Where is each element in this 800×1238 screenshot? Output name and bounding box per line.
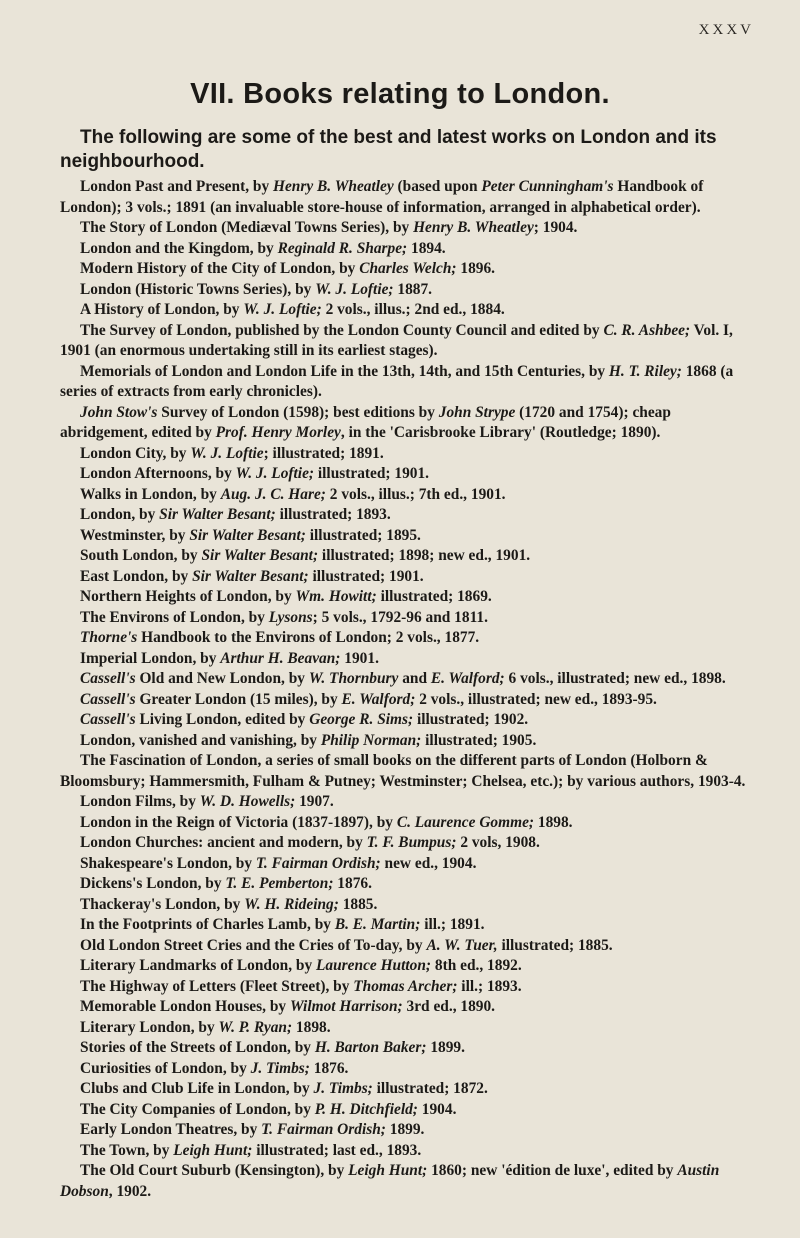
entry-author-or-title-italic: B. E. Martin; (334, 916, 421, 933)
entry-text: London Films, by (80, 793, 200, 810)
bibliography-entry (60, 669, 760, 690)
entry-text: illustrated; 1872. (372, 1080, 488, 1097)
entry-text: London (Historic Towns Series), by (80, 280, 316, 298)
bibliography-entry (60, 567, 760, 588)
bibliography-entry (60, 895, 760, 916)
entry-text: Living London, edited by (135, 711, 310, 728)
entry-text: 1885. (338, 895, 378, 913)
bibliography-entry (60, 526, 760, 547)
entry-text: 1907. (295, 793, 334, 810)
entry-text: 2 vols, 1908. (456, 834, 540, 851)
bibliography-entry (60, 587, 760, 608)
entry-author-or-title-italic: P. H. Ditchfield; (314, 1100, 418, 1118)
bibliography-entry (60, 546, 760, 567)
entry-text: 1894. (407, 239, 446, 257)
entry-author-or-title-italic: C. Laurence Gomme; (396, 813, 535, 831)
entry-text: 8th ed., 1892. (431, 957, 522, 974)
page-number: XXXV (698, 22, 754, 38)
entry-text: Vol. I, 1901 (an enormous undertaking still in its earliest stages). (60, 321, 733, 359)
entry-author-or-title-italic: A. W. Tuer, (426, 936, 498, 954)
entry-author-or-title-italic: T. Fairman Ordish; (261, 1121, 386, 1138)
entry-text: Walks in London, by (80, 485, 221, 503)
bibliography-entry (60, 1120, 760, 1141)
entry-text: In the Footprints of Charles Lamb, by (80, 916, 335, 933)
entry-author-or-title-italic: W. J. Loftie; (243, 301, 322, 318)
entry-text: Old London Street Cries and the Cries of To-day, by (80, 936, 427, 954)
entry-text: Old and New London, by (135, 670, 309, 687)
entry-text: illustrated; 1895. (305, 526, 421, 544)
entry-text: Dickens's London, by (80, 875, 226, 892)
entry-text: Northern Heights of London, by (80, 588, 296, 605)
entry-author-or-title-italic: Henry B. Wheatley (413, 219, 534, 236)
bibliography-entry (60, 485, 760, 506)
entry-author-or-title-italic: W. Thornbury (308, 670, 399, 687)
bibliography-entry (60, 1161, 760, 1202)
entry-text: Literary London, by (80, 1018, 219, 1036)
entry-text: 1898. (534, 813, 573, 831)
bibliography-entry (60, 710, 760, 731)
entry-text: Imperial London, by (80, 649, 221, 667)
entry-text: illustrated; 1898; new ed., 1901. (318, 547, 531, 564)
entry-author-or-title-italic: Cassell's (80, 690, 136, 708)
bibliography-entry (60, 239, 760, 260)
bibliography-entry (60, 177, 760, 218)
entry-text: South London, by (80, 547, 202, 564)
entry-author-or-title-italic: Peter Cunningham's (481, 178, 614, 195)
entry-text: The Environs of London, by (80, 608, 269, 626)
entry-author-or-title-italic: W. J. Loftie; (315, 280, 394, 298)
entry-author-or-title-italic: Henry B. Wheatley (273, 178, 394, 195)
entry-author-or-title-italic: Austin Dobson (60, 1162, 720, 1200)
bibliography-entry (60, 915, 760, 936)
entry-text: 1899. (385, 1121, 425, 1138)
bibliography-entry (60, 403, 760, 444)
entry-text: 1904. (417, 1100, 457, 1118)
entry-text: 1887. (393, 280, 433, 298)
entry-text: illustrated; 1885. (497, 936, 613, 954)
bibliography-entry (60, 956, 760, 977)
entry-author-or-title-italic: H. T. Riley; (608, 362, 682, 380)
bibliography-entry (60, 751, 760, 792)
entry-text: 1876. (309, 1059, 349, 1077)
entry-author-or-title-italic: Wilmot Harrison; (289, 998, 403, 1015)
entry-author-or-title-italic: Thorne's (80, 629, 138, 646)
entry-text: illustrated; 1901. (314, 465, 430, 482)
entry-text: London and the Kingdom, by (80, 239, 278, 257)
entry-text: ill.; 1891. (420, 916, 485, 933)
entry-author-or-title-italic: E. Walford; (341, 690, 416, 708)
entry-text: 2 vols., illustrated; new ed., 1893-95. (415, 690, 657, 708)
entry-text: Curiosities of London, by (80, 1059, 251, 1077)
bibliography-entry (60, 997, 760, 1018)
bibliography-entry (60, 505, 760, 526)
entry-text: illustrated; 1901. (308, 567, 424, 585)
entry-text: illustrated; 1869. (376, 588, 492, 605)
bibliography-entry (60, 792, 760, 813)
entry-text: Greater London (15 miles), by (135, 690, 342, 708)
entry-author-or-title-italic: H. Barton Baker; (314, 1039, 427, 1056)
entry-text: East London, by (80, 567, 193, 585)
entry-author-or-title-italic: Arthur H. Beavan; (220, 649, 341, 667)
entry-text: , 1902. (108, 1182, 152, 1200)
bibliography-entry (60, 1059, 760, 1080)
entry-text: The Fascination of London, a series of small books on the different parts of London (Holborn & Bloomsbury; Hammersmith, Fulham & Putney; Westminster; Chelsea, etc.); by various authors, 1903-4. (60, 752, 746, 790)
entry-text: 2 vols., illus.; 7th ed., 1901. (325, 485, 506, 503)
entry-author-or-title-italic: Cassell's (80, 670, 136, 687)
bibliography-entry (60, 1141, 760, 1162)
entry-text: illustrated; last ed., 1893. (252, 1141, 422, 1159)
bibliography-entry (60, 280, 760, 301)
entry-author-or-title-italic: Leigh Hunt; (173, 1141, 253, 1159)
entry-text: 6 vols., illustrated; new ed., 1898. (504, 670, 726, 687)
entry-text: and (398, 670, 431, 687)
entry-text: Stories of the Streets of London, by (80, 1039, 315, 1056)
bibliography-entry (60, 628, 760, 649)
entry-author-or-title-italic: W. P. Ryan; (218, 1018, 293, 1036)
entry-author-or-title-italic: W. J. Loftie (190, 444, 264, 462)
bibliography-entry (60, 731, 760, 752)
bibliography-entry (60, 649, 760, 670)
entry-author-or-title-italic: T. E. Pemberton; (225, 875, 334, 892)
entry-text: Westminster, by (80, 526, 190, 544)
bibliography-entry (60, 362, 760, 403)
intro-paragraph: The following are some of the best and latest works on London and its neighbourhood. (60, 127, 717, 172)
entry-text: London, by (80, 506, 160, 523)
entry-text: Modern History of the City of London, by (80, 260, 360, 277)
entry-author-or-title-italic: Leigh Hunt; (348, 1162, 428, 1179)
entry-text: ; illustrated; 1891. (263, 444, 384, 462)
entry-text: London Past and Present, by (80, 178, 273, 195)
entry-author-or-title-italic: George R. Sims; (309, 711, 414, 728)
section-heading: VII. Books relating to London. (190, 78, 610, 110)
bibliography-entry (60, 833, 760, 854)
entry-text: 3rd ed., 1890. (402, 998, 496, 1015)
entry-author-or-title-italic: Sir Walter Besant; (201, 547, 319, 564)
entry-author-or-title-italic: Sir Walter Besant; (159, 506, 276, 523)
entry-text: London in the Reign of Victoria (1837-1897), by (80, 813, 397, 831)
entry-text: Thackeray's London, by (80, 895, 245, 913)
entry-text: Survey of London (1598); best editions by (157, 403, 439, 421)
entry-text: 1860; new 'édition de luxe', edited by (427, 1162, 678, 1179)
entry-author-or-title-italic: Charles Welch; (359, 260, 457, 277)
entry-author-or-title-italic: C. R. Ashbee; (603, 321, 691, 339)
entry-author-or-title-italic: T. Fairman Ordish; (255, 854, 381, 872)
entry-text: ; 1904. (533, 219, 578, 236)
entry-author-or-title-italic: John Stow's (80, 403, 158, 421)
entry-text: 1876. (333, 875, 372, 892)
entry-text: , in the 'Carisbrooke Library' (Routledge; 1890). (340, 424, 661, 441)
bibliography-entry (60, 1018, 760, 1039)
entry-author-or-title-italic: T. F. Bumpus; (366, 834, 457, 851)
entry-text: 1898. (292, 1018, 331, 1036)
entry-text: ; 5 vols., 1792-96 and 1811. (312, 608, 488, 626)
entry-text: 1901. (340, 649, 379, 667)
bibliography-entry (60, 813, 760, 834)
bibliography-list (60, 177, 760, 1202)
bibliography-entry (60, 321, 760, 362)
entry-text: The Story of London (Mediæval Towns Series), by (80, 219, 414, 236)
entry-text: illustrated; 1893. (275, 506, 391, 523)
entry-text: London Churches: ancient and modern, by (80, 834, 367, 851)
bibliography-entry (60, 690, 760, 711)
entry-text: The Town, by (80, 1141, 174, 1159)
entry-text: (1720 and 1754); cheap abridgement, edited by (60, 403, 671, 441)
entry-author-or-title-italic: J. Timbs; (313, 1080, 373, 1097)
entry-text: A History of London, by (80, 301, 244, 318)
entry-text: (based upon (393, 178, 482, 195)
entry-text: 2 vols., illus.; 2nd ed., 1884. (321, 301, 505, 318)
bibliography-entry (60, 444, 760, 465)
entry-author-or-title-italic: Sir Walter Besant; (189, 526, 306, 544)
entry-author-or-title-italic: J. Timbs; (250, 1059, 310, 1077)
entry-text: London, vanished and vanishing, by (80, 731, 321, 749)
entry-author-or-title-italic: John Strype (438, 403, 516, 421)
entry-text: London City, by (80, 444, 191, 462)
entry-author-or-title-italic: E. Walford; (430, 670, 505, 687)
entry-text: Handbook of London); 3 vols.; 1891 (an invaluable store-house of information, arranged in alphabetical order). (60, 178, 704, 216)
entry-text: Clubs and Club Life in London, by (80, 1080, 314, 1097)
entry-text: The City Companies of London, by (80, 1100, 315, 1118)
entry-author-or-title-italic: Aug. J. C. Hare; (220, 485, 326, 503)
entry-text: illustrated; 1902. (413, 711, 529, 728)
entry-author-or-title-italic: Thomas Archer; (353, 977, 458, 995)
entry-text: Memorials of London and London Life in the 13th, 14th, and 15th Centuries, by (80, 362, 609, 380)
entry-author-or-title-italic: Wm. Howitt; (295, 588, 377, 605)
bibliography-entry (60, 874, 760, 895)
entry-author-or-title-italic: W. H. Rideing; (244, 895, 339, 913)
entry-author-or-title-italic: W. D. Howells; (199, 793, 296, 810)
bibliography-entry (60, 300, 760, 321)
entry-text: new ed., 1904. (380, 854, 477, 872)
entry-text: 1899. (426, 1039, 465, 1056)
bibliography-entry (60, 977, 760, 998)
bibliography-entry (60, 1038, 760, 1059)
entry-text: Literary Landmarks of London, by (80, 957, 317, 974)
entry-text: The Survey of London, published by the London County Council and edited by (80, 321, 604, 339)
bibliography-entry (60, 1100, 760, 1121)
entry-author-or-title-italic: W. J. Loftie; (235, 465, 315, 482)
entry-text: Handbook to the Environs of London; 2 vols., 1877. (137, 629, 480, 646)
entry-author-or-title-italic: Lysons (268, 608, 313, 626)
bibliography-entry (60, 854, 760, 875)
entry-author-or-title-italic: Laurence Hutton; (316, 957, 432, 974)
entry-text: Early London Theatres, by (80, 1121, 262, 1138)
bibliography-entry (60, 464, 760, 485)
entry-author-or-title-italic: Sir Walter Besant; (192, 567, 309, 585)
entry-text: illustrated; 1905. (421, 731, 537, 749)
entry-text: Shakespeare's London, by (80, 854, 256, 872)
entry-text: ill.; 1893. (457, 977, 522, 995)
bibliography-entry (60, 608, 760, 629)
bibliography-entry (60, 259, 760, 280)
entry-text: 1868 (a series of extracts from early chronicles). (60, 362, 734, 400)
entry-text: The Old Court Suburb (Kensington), by (80, 1162, 349, 1179)
bibliography-entry (60, 936, 760, 957)
entry-author-or-title-italic: Reginald R. Sharpe; (277, 239, 408, 257)
entry-author-or-title-italic: Philip Norman; (320, 731, 422, 749)
entry-text: 1896. (456, 260, 496, 277)
entry-text: London Afternoons, by (80, 465, 236, 482)
entry-author-or-title-italic: Prof. Henry Morley (215, 424, 341, 441)
entry-author-or-title-italic: Cassell's (80, 711, 136, 728)
bibliography-entry (60, 218, 760, 239)
entry-text: Memorable London Houses, by (80, 998, 290, 1015)
bibliography-entry (60, 1079, 760, 1100)
entry-text: The Highway of Letters (Fleet Street), by (80, 977, 354, 995)
